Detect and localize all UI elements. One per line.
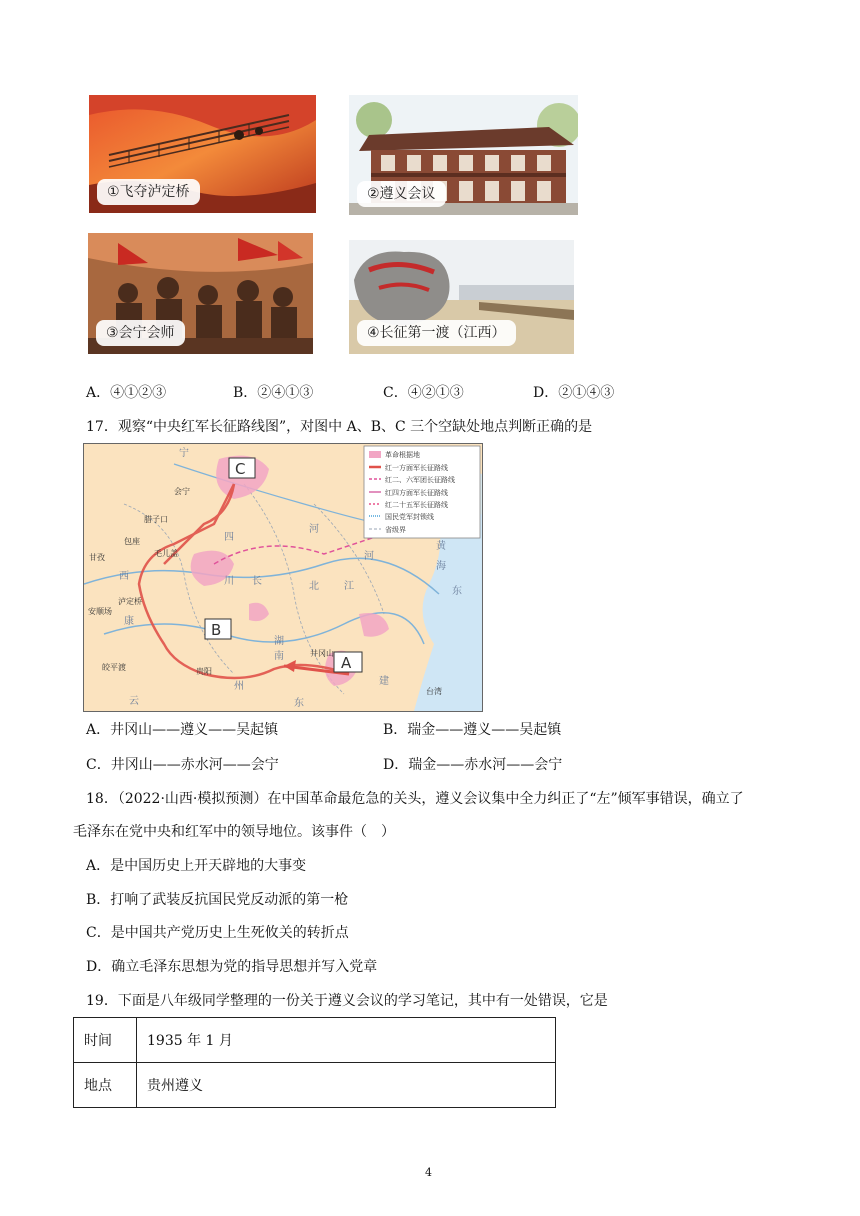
label-huining: 会宁 [174, 487, 190, 496]
svg-text:康: 康 [124, 616, 134, 627]
image-huining-meeting [88, 233, 313, 354]
image-luding-bridge [89, 95, 316, 213]
q18-option-c[interactable]: C．是中国共产党历史上生死攸关的转折点 [86, 925, 349, 941]
q18-option-d[interactable]: D．确立毛泽东思想为党的指导思想并写入党章 [86, 959, 378, 975]
q17-option-c[interactable]: C．井冈山——赤水河——会宁 [86, 757, 279, 773]
svg-text:C: C [235, 460, 246, 478]
caption-3: ③会宁会师 [96, 320, 185, 346]
table-row [74, 1018, 556, 1063]
table-key: 时间 [74, 1018, 137, 1063]
svg-text:红四方面军长征路线: 红四方面军长征路线 [385, 489, 448, 497]
svg-text:川: 川 [224, 576, 234, 587]
q19-stem: 19．下面是八年级同学整理的一份关于遵义会议的学习笔记，其中有一处错误，它是 [86, 993, 608, 1009]
study-note-table [73, 1017, 556, 1108]
svg-text:西: 西 [119, 571, 129, 582]
label-maoergai: 毛儿盖 [154, 549, 178, 558]
marker-c [229, 458, 255, 478]
svg-text:长: 长 [252, 576, 262, 587]
label-baxi: 包座 [124, 537, 140, 546]
table-value: 1935 年 1 月 [137, 1018, 556, 1063]
q17-option-b[interactable]: B．瑞金——遵义——吴起镇 [383, 722, 562, 738]
svg-text:红一方面军长征路线: 红一方面军长征路线 [385, 464, 448, 472]
svg-text:河: 河 [364, 551, 374, 562]
marker-a [334, 652, 362, 672]
caption-1: ①飞夺泸定桥 [97, 179, 200, 205]
label-jinggangshan: 井冈山 [310, 649, 334, 658]
svg-text:国民党军封锁线: 国民党军封锁线 [385, 513, 434, 521]
label-ganzi: 甘孜 [89, 553, 105, 562]
svg-text:河: 河 [309, 524, 319, 535]
svg-text:红二十五军长征路线: 红二十五军长征路线 [385, 501, 448, 509]
q18-stem-line1: 18．（2022·山西·模拟预测）在中国革命最危急的关头，遵义会议集中全力纠正了“左”倾军事错误，确立了 [86, 791, 744, 807]
svg-text:B: B [211, 621, 222, 639]
label-guiyang: 贵阳 [196, 667, 212, 676]
table-key: 地点 [74, 1063, 137, 1108]
page-number: 4 [425, 1166, 432, 1179]
q18-stem-line2: 毛泽东在党中央和红军中的领导地位。该事件（ ） [73, 824, 395, 840]
svg-text:海: 海 [436, 561, 446, 572]
table-value: 贵州遵义 [137, 1063, 556, 1108]
svg-text:革命根据地: 革命根据地 [385, 451, 420, 459]
svg-text:宁: 宁 [179, 448, 189, 459]
label-jiaopingdu: 皎平渡 [102, 663, 126, 672]
svg-text:云: 云 [129, 696, 139, 707]
image-zunyi-meeting [349, 95, 578, 215]
label-luding: 泸定桥 [118, 597, 142, 606]
svg-text:北: 北 [309, 581, 319, 592]
q16-option-b[interactable]: B．②④①③ [233, 385, 314, 401]
svg-text:省级界: 省级界 [385, 526, 406, 534]
svg-text:黄: 黄 [436, 541, 446, 552]
svg-text:四: 四 [224, 532, 234, 543]
label-anshunchang: 安顺场 [88, 607, 112, 616]
svg-text:湖: 湖 [274, 636, 284, 647]
caption-2: ②遵义会议 [357, 181, 446, 207]
svg-text:东: 东 [294, 698, 304, 709]
svg-text:A: A [341, 654, 352, 672]
q16-option-a[interactable]: A．④①②③ [86, 385, 167, 401]
svg-text:江: 江 [344, 581, 354, 592]
q18-option-a[interactable]: A．是中国历史上开天辟地的大事变 [86, 858, 307, 874]
label-taiwan: 台湾 [426, 687, 442, 696]
q16-option-d[interactable]: D．②①④③ [533, 385, 615, 401]
svg-text:南: 南 [274, 651, 284, 662]
q18-option-b[interactable]: B．打响了武装反抗国民党反动派的第一枪 [86, 892, 349, 908]
image-first-crossing [349, 240, 574, 354]
label-lazikou: 腊子口 [144, 515, 168, 524]
svg-text:州: 州 [234, 681, 244, 692]
svg-text:红二、六军团长征路线: 红二、六军团长征路线 [385, 476, 455, 484]
long-march-map [83, 443, 483, 712]
svg-text:建: 建 [379, 676, 389, 687]
marker-b [205, 619, 231, 639]
table-row [74, 1063, 556, 1108]
q17-option-a[interactable]: A．井冈山——遵义——吴起镇 [86, 722, 279, 738]
long-march-map-icon [84, 444, 482, 711]
caption-4: ④长征第一渡（江西） [357, 320, 516, 346]
svg-text:东: 东 [452, 586, 462, 597]
q17-option-d[interactable]: D．瑞金——赤水河——会宁 [383, 757, 563, 773]
q16-option-c[interactable]: C．④②①③ [383, 385, 464, 401]
q17-stem: 17．观察“中央红军长征路线图”，对图中 A、B、C 三个空缺处地点判断正确的是 [86, 419, 593, 435]
map-legend [364, 446, 480, 538]
